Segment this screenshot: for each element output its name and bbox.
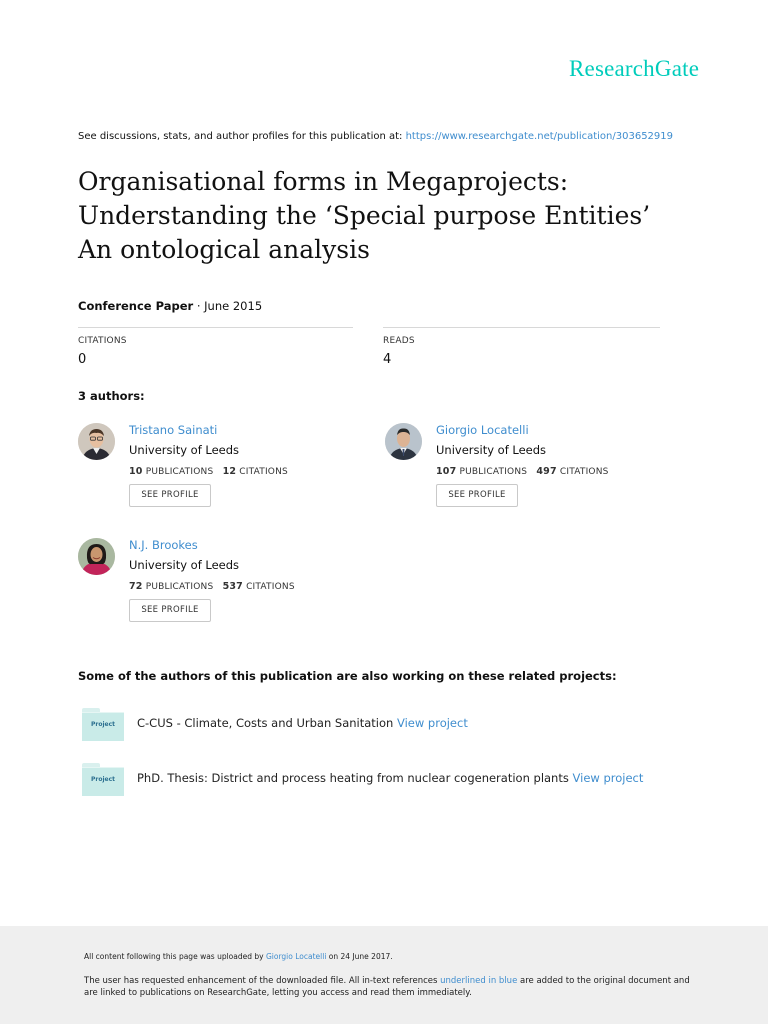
- author-institution: University of Leeds: [129, 558, 240, 572]
- divider: [383, 327, 660, 328]
- avatar[interactable]: [385, 423, 422, 460]
- citations-value: 0: [78, 352, 87, 367]
- see-profile-button[interactable]: SEE PROFILE: [436, 484, 518, 507]
- publications-count: 10: [129, 466, 143, 477]
- citations-label: CITATIONS: [239, 467, 288, 477]
- author-stats: [436, 466, 609, 477]
- project-item: [78, 708, 698, 748]
- upload-notice: [84, 952, 393, 961]
- author-name-link[interactable]: N.J. Brookes: [129, 538, 198, 552]
- see-profile-button[interactable]: SEE PROFILE: [129, 599, 211, 622]
- divider: [78, 327, 353, 328]
- citations-count: 537: [222, 581, 243, 592]
- author-card: [385, 423, 685, 533]
- footer: [0, 926, 768, 1024]
- project-name: PhD. Thesis: District and process heating from nuclear cogeneration plants: [137, 771, 569, 785]
- publications-count: 72: [129, 581, 143, 592]
- publication-type: Conference Paper: [78, 299, 194, 313]
- citations-count: 497: [536, 466, 557, 477]
- view-project-link[interactable]: View project: [572, 771, 644, 785]
- author-card: [78, 423, 378, 533]
- avatar[interactable]: [78, 538, 115, 575]
- title-line: Understanding the ‘Special purpose Entities’: [78, 201, 651, 230]
- publications-label: PUBLICATIONS: [459, 467, 528, 477]
- discussions-line: [78, 131, 673, 142]
- enhancement-suffix: are added to the original document and are linked to publications on ResearchGate, letting you access and read them immediately.: [84, 976, 690, 998]
- discussions-text: See discussions, stats, and author profiles for this publication at:: [78, 131, 403, 142]
- enhancement-prefix: The user has requested enhancement of the downloaded file. All in-text references: [84, 976, 438, 986]
- avatar[interactable]: [78, 423, 115, 460]
- author-institution: University of Leeds: [436, 443, 547, 457]
- project-icon-label: Project: [90, 721, 116, 728]
- title-line: Organisational forms in Megaprojects:: [78, 167, 569, 196]
- researchgate-logo[interactable]: ResearchGate: [569, 56, 700, 81]
- publication-date: · June 2015: [193, 299, 263, 313]
- author-stats: [129, 581, 295, 592]
- citations-label: CITATIONS: [78, 336, 127, 346]
- title-line: An ontological analysis: [78, 235, 370, 264]
- publications-label: PUBLICATIONS: [145, 467, 214, 477]
- citations-label: CITATIONS: [559, 467, 609, 477]
- citations-count: 12: [222, 466, 237, 477]
- project-folder-icon[interactable]: [82, 708, 124, 740]
- see-profile-button[interactable]: SEE PROFILE: [129, 484, 211, 507]
- project-text: [137, 771, 643, 785]
- citations-label: CITATIONS: [246, 582, 295, 592]
- upload-prefix: All content following this page was uploaded by: [84, 952, 264, 961]
- project-folder-icon[interactable]: [82, 763, 124, 795]
- project-name: C-CUS - Climate, Costs and Urban Sanitation: [137, 716, 394, 730]
- underlined-in-blue-text: underlined in blue: [440, 976, 518, 986]
- publication-title: [78, 165, 718, 267]
- project-text: [137, 716, 468, 730]
- author-name-link[interactable]: Tristano Sainati: [129, 423, 218, 437]
- author-card: [78, 538, 378, 648]
- publications-label: PUBLICATIONS: [145, 582, 214, 592]
- authors-heading: 3 authors:: [78, 389, 145, 403]
- enhancement-notice: [84, 975, 694, 999]
- related-projects-heading: Some of the authors of this publication are also working on these related projects:: [78, 669, 617, 683]
- reads-label: READS: [383, 336, 415, 346]
- uploader-link[interactable]: Giorgio Locatelli: [265, 952, 327, 961]
- publication-url-link[interactable]: https://www.researchgate.net/publication/303652919: [405, 131, 674, 142]
- reads-value: 4: [383, 352, 392, 367]
- project-item: [78, 763, 698, 803]
- project-icon-label: Project: [90, 776, 116, 783]
- author-stats: [129, 466, 288, 477]
- publications-count: 107: [436, 466, 457, 477]
- upload-suffix: on 24 June 2017.: [328, 952, 393, 961]
- author-name-link[interactable]: Giorgio Locatelli: [436, 423, 529, 437]
- view-project-link[interactable]: View project: [396, 716, 468, 730]
- publication-type-line: [78, 299, 262, 313]
- author-institution: University of Leeds: [129, 443, 240, 457]
